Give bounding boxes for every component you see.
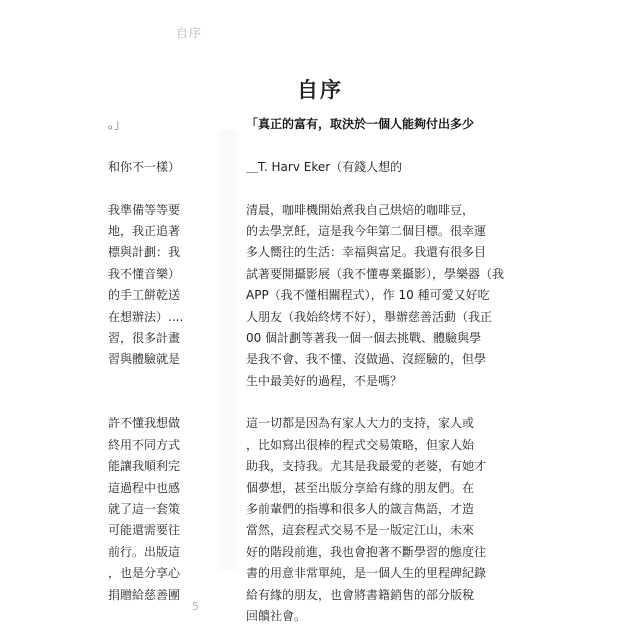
text-line: 和你不一樣） [108, 159, 181, 174]
blank-line [108, 371, 208, 392]
page-title: 自序 [297, 78, 343, 102]
text-line: 回饋社會。 [246, 608, 307, 623]
text-line: 這一切都是因為有家人大力的支持，家人或 [246, 416, 475, 431]
text-line: 給有緣的朋友，也會將書籍銷售的部分版稅 [246, 587, 475, 602]
text-line: 助我，支持我。尤其是我最愛的老婆，有她才 [246, 459, 487, 474]
text-line: ＿T. Harv Eker（有錢人想的 [246, 159, 403, 174]
text-line: APP（我不懂相關程式），作 10 種可愛又好吃 [246, 288, 490, 303]
text-line: 生中最美好的過程，不是嗎？ [246, 373, 403, 388]
text-line: 個夢想，甚至出版分享給有緣的朋友們。在 [246, 480, 475, 495]
text-line: ，也是分享心 [108, 566, 181, 581]
text-line: 習，很多計畫 [108, 330, 181, 345]
text-line: 人朋友（我始終烤不好），舉辦慈善活動（我正 [246, 309, 493, 324]
text-line: 習與體驗就是 [108, 352, 181, 367]
text-line: 我準備等等要 [108, 202, 181, 217]
blank-line [246, 178, 534, 199]
right-text-column [246, 114, 534, 627]
text-line: 前行。出版這 [108, 544, 181, 559]
text-line: 這過程中也感 [108, 480, 181, 495]
text-line: 的手工餅乾送 [108, 288, 181, 303]
blank-line [246, 392, 534, 413]
text-line: 就了這一套策 [108, 502, 181, 517]
text-line: 00 個計劃等著我一個一個去挑戰、體驗與學 [246, 330, 482, 345]
text-line: 許不懂我想做 [108, 416, 181, 431]
text-line: 多前輩們的指導和很多人的箴言雋語，才造 [246, 502, 475, 517]
left-text-column [108, 114, 208, 606]
text-line: 當然，這套程式交易不是一版定江山，未來 [246, 523, 475, 538]
text-line: 書的用意非常單純，是一個人生的里程碑紀錄 [246, 566, 487, 581]
text-line: 地，我正追著 [108, 223, 181, 238]
text-line: 的去學烹飪，這是我今年第二個目標。很幸運 [246, 223, 487, 238]
text-line: 。」 [108, 117, 127, 131]
text-line: 清晨，咖啡機開始煮我自己烘焙的咖啡豆， [246, 202, 475, 217]
text-line: 「真正的富有，取決於一個人能夠付出多少 [246, 117, 475, 131]
page-number: 5 [192, 600, 199, 613]
text-line: 終用不同方式 [108, 437, 181, 452]
text-line: 在想辦法）.... [108, 309, 184, 324]
blank-line [108, 135, 208, 156]
blank-line [108, 178, 208, 199]
blank-line [246, 135, 534, 156]
text-line: 好的階段前進，我也會抱著不斷學習的態度往 [246, 544, 487, 559]
text-line: 捐贈給慈善團 [108, 587, 181, 602]
text-line: ，比如寫出很棒的程式交易策略，但家人始 [246, 437, 475, 452]
page-gutter [214, 130, 242, 570]
blank-line [108, 392, 208, 413]
text-line: 能讓我順利完 [108, 459, 181, 474]
text-line: 可能還需要往 [108, 523, 181, 538]
text-line: 試著要開攝影展（我不懂專業攝影），學樂器（我 [246, 266, 505, 281]
text-line: 我不懂音樂） [108, 266, 181, 281]
running-header: 自序 [176, 26, 203, 40]
text-line: 多人嚮往的生活：幸福與富足。我還有很多目 [246, 245, 487, 260]
text-line: 是我不會、我不懂、沒做過、沒經驗的，但學 [246, 352, 487, 367]
text-line: 標與計劃：我 [108, 245, 181, 260]
